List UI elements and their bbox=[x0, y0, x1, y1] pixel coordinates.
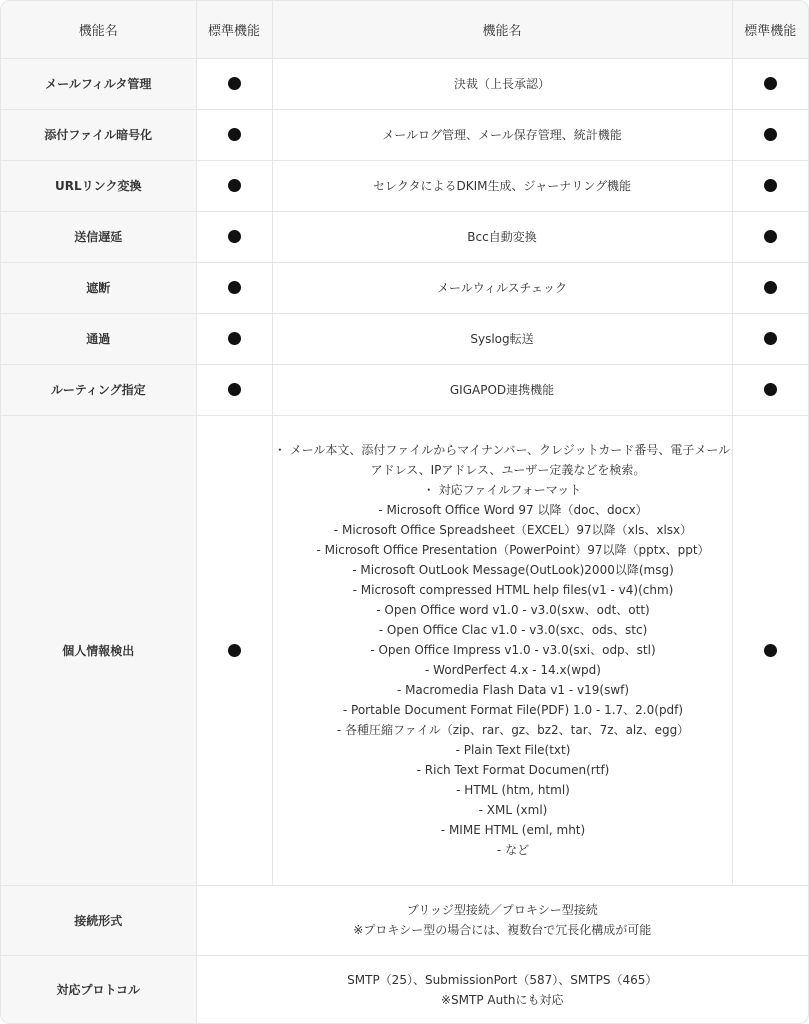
table-row bbox=[1, 262, 808, 313]
standard-mark-right bbox=[732, 313, 808, 364]
standard-mark-right bbox=[732, 415, 808, 885]
feature-name-left: 遮断 bbox=[1, 262, 196, 313]
standard-mark-left bbox=[196, 262, 272, 313]
format-item: - Microsoft Office Presentation（PowerPoint）97以降（pptx、ppt） bbox=[316, 543, 710, 557]
feature-name-right: Bcc自動変換 bbox=[272, 211, 732, 262]
filled-circle-icon bbox=[764, 179, 777, 192]
header-standard-right: 標準機能 bbox=[732, 1, 808, 58]
filled-circle-icon bbox=[764, 281, 777, 294]
header-feature-name-left: 機能名 bbox=[1, 1, 196, 58]
description-bullet: ・ 対応ファイルフォーマット bbox=[422, 483, 582, 497]
filled-circle-icon bbox=[764, 644, 777, 657]
feature-name-right: Syslog転送 bbox=[272, 313, 732, 364]
table-row bbox=[1, 109, 808, 160]
format-item: - Microsoft Office Spreadsheet（EXCEL）97以降（xls、xlsx） bbox=[333, 523, 693, 537]
table-header-row bbox=[1, 1, 808, 58]
format-item: - Plain Text File(txt) bbox=[455, 743, 571, 757]
filled-circle-icon bbox=[228, 77, 241, 90]
table-row bbox=[1, 313, 808, 364]
feature-name-protocol: 対応プロトコル bbox=[1, 955, 196, 1024]
format-item: - Portable Document Format File(PDF) 1.0 - 1.7、2.0(pdf) bbox=[342, 703, 684, 717]
header-feature-name-right: 機能名 bbox=[272, 1, 732, 58]
format-item: - Microsoft OutLook Message(OutLook)2000以降(msg) bbox=[352, 563, 674, 577]
connection-note: ※プロキシー型の場合には、複数台で冗長化構成が可能 bbox=[353, 923, 652, 937]
personal-info-description bbox=[272, 415, 732, 885]
feature-name-right: セレクタによるDKIM生成、ジャーナリング機能 bbox=[272, 160, 732, 211]
protocol-line: SMTP（25）、SubmissionPort（587）、SMTPS（465） bbox=[347, 972, 658, 987]
standard-mark-right bbox=[732, 262, 808, 313]
filled-circle-icon bbox=[228, 281, 241, 294]
feature-name-left: 添付ファイル暗号化 bbox=[1, 109, 196, 160]
filled-circle-icon bbox=[764, 77, 777, 90]
filled-circle-icon bbox=[228, 230, 241, 243]
table-row bbox=[1, 211, 808, 262]
filled-circle-icon bbox=[764, 332, 777, 345]
standard-mark-right bbox=[732, 160, 808, 211]
connection-line: ブリッジ型接続／プロキシー型接続 bbox=[406, 903, 598, 917]
feature-name-left: メールフィルタ管理 bbox=[1, 58, 196, 109]
feature-name-left: URLリンク変換 bbox=[1, 160, 196, 211]
format-item: - XML (xml) bbox=[478, 803, 548, 817]
filled-circle-icon bbox=[228, 383, 241, 396]
filled-circle-icon bbox=[764, 383, 777, 396]
format-item: - Macromedia Flash Data v1 - v19(swf) bbox=[396, 683, 630, 697]
format-item: - HTML (htm, html) bbox=[456, 783, 570, 797]
feature-name-personal-info: 個人情報検出 bbox=[1, 415, 196, 885]
connection-row bbox=[1, 885, 808, 955]
table-row bbox=[1, 160, 808, 211]
format-item: - WordPerfect 4.x - 14.x(wpd) bbox=[425, 663, 601, 677]
filled-circle-icon bbox=[764, 128, 777, 141]
format-item: - MIME HTML (eml, mht) bbox=[440, 823, 586, 837]
feature-name-left: ルーティング指定 bbox=[1, 364, 196, 415]
standard-mark-left bbox=[196, 58, 272, 109]
feature-name-right: メールウィルスチェック bbox=[272, 262, 732, 313]
standard-mark-left bbox=[196, 364, 272, 415]
format-item: - Open Office Impress v1.0 - v3.0(sxi、odp、stl) bbox=[370, 643, 656, 657]
feature-name-right: メールログ管理、メール保存管理、統計機能 bbox=[272, 109, 732, 160]
connection-description bbox=[196, 885, 808, 955]
format-item: - Rich Text Format Documen(rtf) bbox=[416, 763, 610, 777]
feature-name-left: 送信遅延 bbox=[1, 211, 196, 262]
protocol-row bbox=[1, 955, 808, 1024]
filled-circle-icon bbox=[228, 179, 241, 192]
protocol-description bbox=[196, 955, 808, 1024]
format-item: - Open Office Clac v1.0 - v3.0(sxc、ods、stc) bbox=[378, 623, 648, 637]
header-standard-left: 標準機能 bbox=[196, 1, 272, 58]
protocol-note: ※SMTP Authにも対応 bbox=[440, 992, 564, 1007]
table-row bbox=[1, 58, 808, 109]
standard-mark-right bbox=[732, 109, 808, 160]
feature-name-right: 決裁（上長承認） bbox=[272, 58, 732, 109]
description-bullet: ・ メール本文、添付ファイルからマイナンバー、クレジットカード番号、電子メールアドレス、IPアドレス、ユーザー定義などを検索。 bbox=[273, 443, 731, 477]
feature-name-left: 通過 bbox=[1, 313, 196, 364]
format-item: - Microsoft compressed HTML help files(v1 - v4)(chm) bbox=[352, 583, 674, 597]
feature-name-connection: 接続形式 bbox=[1, 885, 196, 955]
standard-mark-left bbox=[196, 313, 272, 364]
filled-circle-icon bbox=[228, 332, 241, 345]
table-row bbox=[1, 364, 808, 415]
standard-mark-right bbox=[732, 211, 808, 262]
format-item: - 各種圧縮ファイル（zip、rar、gz、bz2、tar、7z、alz、egg） bbox=[336, 723, 690, 737]
personal-info-row bbox=[1, 415, 808, 885]
format-item: - Open Office word v1.0 - v3.0(sxw、odt、ott) bbox=[376, 603, 650, 617]
format-item: - など bbox=[496, 843, 530, 857]
standard-mark-left bbox=[196, 415, 272, 885]
spec-table bbox=[1, 1, 808, 1024]
standard-mark-left bbox=[196, 109, 272, 160]
filled-circle-icon bbox=[764, 230, 777, 243]
standard-mark-left bbox=[196, 160, 272, 211]
feature-name-right: GIGAPOD連携機能 bbox=[272, 364, 732, 415]
format-item: - Microsoft Office Word 97 以降（doc、docx） bbox=[378, 503, 648, 517]
standard-mark-right bbox=[732, 364, 808, 415]
filled-circle-icon bbox=[228, 128, 241, 141]
standard-mark-left bbox=[196, 211, 272, 262]
filled-circle-icon bbox=[228, 644, 241, 657]
standard-mark-right bbox=[732, 58, 808, 109]
